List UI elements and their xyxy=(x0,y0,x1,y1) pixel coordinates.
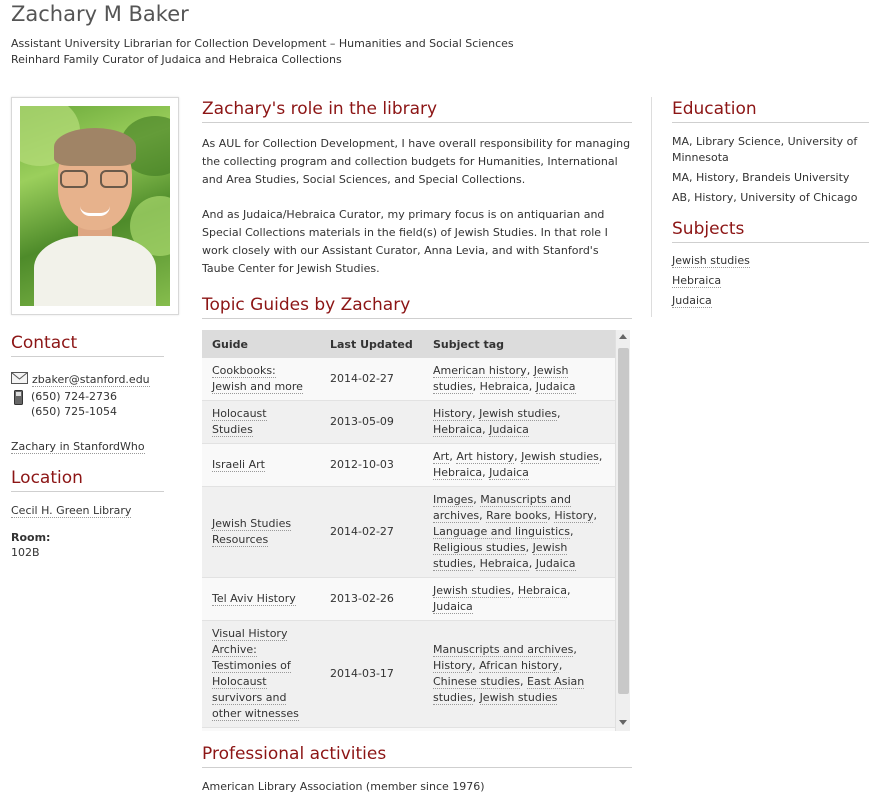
envelope-icon xyxy=(11,372,28,387)
table-row xyxy=(202,401,615,444)
guide-link[interactable]: Jewish Studies Resources xyxy=(212,517,292,546)
education-item: MA, Library Science, University of Minnesota xyxy=(672,135,858,164)
subject-tag-link[interactable]: Jewish studies xyxy=(479,691,558,704)
scroll-down-arrow-icon[interactable] xyxy=(619,720,627,725)
subject-tag-link[interactable]: Judaica xyxy=(535,380,576,393)
subject-tag-link[interactable]: Art history xyxy=(456,450,515,463)
guide-link[interactable]: Tel Aviv History xyxy=(212,592,296,605)
library-link[interactable]: Cecil H. Green Library xyxy=(11,504,132,517)
table-scrollbar[interactable] xyxy=(615,330,630,731)
subjects-list xyxy=(672,254,750,314)
profile-title-line-2: Reinhard Family Curator of Judaica and Hebraica Collections xyxy=(11,53,342,66)
column-header-guide[interactable]: Guide xyxy=(202,330,320,358)
subject-tag-link[interactable]: History xyxy=(433,407,473,420)
table-row xyxy=(202,444,615,487)
subject-tags-cell: Jewish studies, Hebraica, Judaica xyxy=(423,578,615,621)
topic-guides-table-container[interactable] xyxy=(202,330,630,731)
subject-tag-link[interactable]: Religious studies xyxy=(433,541,526,554)
guide-cell xyxy=(202,487,320,578)
education-list xyxy=(672,134,862,210)
subject-tag-link[interactable]: Judaica xyxy=(489,423,529,436)
page-title: Zachary M Baker xyxy=(11,2,189,26)
guide-cell xyxy=(202,358,320,401)
subject-tag-link[interactable]: Jewish studies xyxy=(479,407,557,420)
subject-tags-cell: History, Jewish studies, Hebraica, Judaica xyxy=(423,401,615,444)
scroll-thumb[interactable] xyxy=(618,348,629,694)
last-updated-cell: 2014-03-17 xyxy=(320,621,423,728)
guide-link[interactable]: Cookbooks: Jewish and more xyxy=(212,364,303,393)
table-row xyxy=(202,487,615,578)
subject-tags-cell: Art, Art history, Jewish studies, Hebraica, Judaica xyxy=(423,444,615,487)
subject-tag-link[interactable]: Judaica xyxy=(433,600,473,613)
activity-item: American Library Association (member since 1976) xyxy=(202,780,485,793)
subject-tag-link[interactable]: Hebraica xyxy=(479,380,529,393)
profile-title-line-1: Assistant University Librarian for Collection Development – Humanities and Social Sciences xyxy=(11,37,514,50)
subject-tag-link[interactable]: Jewish studies xyxy=(521,450,599,463)
profile-photo-frame xyxy=(11,97,179,315)
guide-cell xyxy=(202,401,320,444)
phone-primary: (650) 724-2736 xyxy=(31,390,118,403)
topic-guides-heading: Topic Guides by Zachary xyxy=(202,295,632,319)
subject-tag-link[interactable]: African history xyxy=(479,659,559,672)
scroll-up-arrow-icon[interactable] xyxy=(619,334,627,339)
table-row xyxy=(202,358,615,401)
subject-tags-cell xyxy=(423,728,615,732)
profile-photo xyxy=(20,106,170,306)
subject-tag-link[interactable]: Hebraica xyxy=(517,584,567,597)
guide-cell xyxy=(202,621,320,728)
phone-row xyxy=(14,390,117,420)
phone-secondary: (650) 725-1054 xyxy=(31,405,118,418)
last-updated-cell xyxy=(320,728,423,732)
education-item: AB, History, University of Chicago xyxy=(672,191,858,204)
subject-tag-link[interactable]: Jewish studies xyxy=(433,584,511,597)
guide-link[interactable]: Holocaust Studies xyxy=(212,407,267,436)
subject-tag-link[interactable]: History xyxy=(554,509,594,522)
subject-tag-link[interactable]: Jewish studies xyxy=(433,364,569,393)
subject-tag-link[interactable]: Hebraica xyxy=(479,557,529,570)
guide-cell xyxy=(202,578,320,621)
stanfordwho-link[interactable]: Zachary in StanfordWho xyxy=(11,440,145,453)
subject-tag-link[interactable]: Manuscripts and archives xyxy=(433,643,574,656)
topic-guides-table xyxy=(202,330,615,731)
subject-tags-cell: Manuscripts and archives, History, African history, Chinese studies, East Asian studies, Jewish studies xyxy=(423,621,615,728)
room-value: 102B xyxy=(11,546,40,559)
subjects-heading: Subjects xyxy=(672,219,869,243)
room-label: Room: xyxy=(11,531,51,544)
guide-cell xyxy=(202,444,320,487)
education-item: MA, History, Brandeis University xyxy=(672,171,850,184)
email-row xyxy=(11,372,150,387)
subject-tag-link[interactable]: Images xyxy=(433,493,474,506)
role-description xyxy=(202,135,634,295)
contact-heading: Contact xyxy=(11,333,164,357)
subject-tag-link[interactable]: Language and linguistics xyxy=(433,525,570,538)
subject-tag-link[interactable]: History xyxy=(433,659,473,672)
column-header-last-updated[interactable]: Last Updated xyxy=(320,330,423,358)
subject-tag-link[interactable]: Hebraica xyxy=(433,466,483,479)
guide-link[interactable]: Israeli Art xyxy=(212,458,265,471)
education-heading: Education xyxy=(672,99,869,123)
professional-activities-heading: Professional activities xyxy=(202,744,632,768)
subject-tag-link[interactable]: American history xyxy=(433,364,527,377)
subject-tag-link[interactable]: Jewish studies xyxy=(433,541,568,570)
last-updated-cell: 2013-02-26 xyxy=(320,578,423,621)
subject-tags-cell: American history, Jewish studies, Hebraica, Judaica xyxy=(423,358,615,401)
guide-link[interactable]: Visual History Archive: Testimonies of Holocaust survivors and other witnesses xyxy=(212,627,299,720)
location-heading: Location xyxy=(11,468,164,492)
subject-tag-link[interactable]: Chinese studies xyxy=(433,675,520,688)
last-updated-cell: 2012-10-03 xyxy=(320,444,423,487)
guide-cell xyxy=(202,728,320,732)
subject-tag-link[interactable]: Rare books xyxy=(486,509,548,522)
email-link[interactable]: zbaker@stanford.edu xyxy=(32,372,150,386)
last-updated-cell: 2014-02-27 xyxy=(320,358,423,401)
role-paragraph-2: And as Judaica/Hebraica Curator, my primary focus is on antiquarian and Special Collections materials in the field(s) of Jewish Studies. In that role I work closely with our Assistant Curator, Anna Levia, and with Stanford's Taube Center for Jewish Studies. xyxy=(202,208,608,275)
column-divider xyxy=(651,97,652,317)
subject-tag-link[interactable]: Judaica xyxy=(535,557,576,570)
subject-link[interactable]: Hebraica xyxy=(672,274,722,287)
subject-tag-link[interactable]: Judaica xyxy=(489,466,529,479)
last-updated-cell: 2013-05-09 xyxy=(320,401,423,444)
table-row xyxy=(202,621,615,728)
subject-link[interactable]: Jewish studies xyxy=(672,254,750,267)
subject-tag-link[interactable]: East Asian studies xyxy=(433,675,585,704)
table-row xyxy=(202,578,615,621)
subject-tags-cell: Images, Manuscripts and archives, Rare books, History, Language and linguistics, Religious studies, Jewish studies, Hebraica, Judaica xyxy=(423,487,615,578)
phone-icon xyxy=(14,390,23,408)
subject-link[interactable]: Judaica xyxy=(672,294,712,307)
subject-tag-link[interactable]: Manuscripts and archives xyxy=(433,493,571,522)
last-updated-cell: 2014-02-27 xyxy=(320,487,423,578)
role-heading: Zachary's role in the library xyxy=(202,99,632,123)
column-header-subject-tag[interactable]: Subject tag xyxy=(423,330,615,358)
subject-tag-link[interactable]: Art xyxy=(433,450,450,463)
table-row xyxy=(202,728,615,732)
role-paragraph-1: As AUL for Collection Development, I have overall responsibility for managing the collecting program and collection budgets for Humanities, International and Area Studies, Social Sciences, and Special Collections. xyxy=(202,137,631,186)
subject-tag-link[interactable]: Hebraica xyxy=(433,423,483,436)
